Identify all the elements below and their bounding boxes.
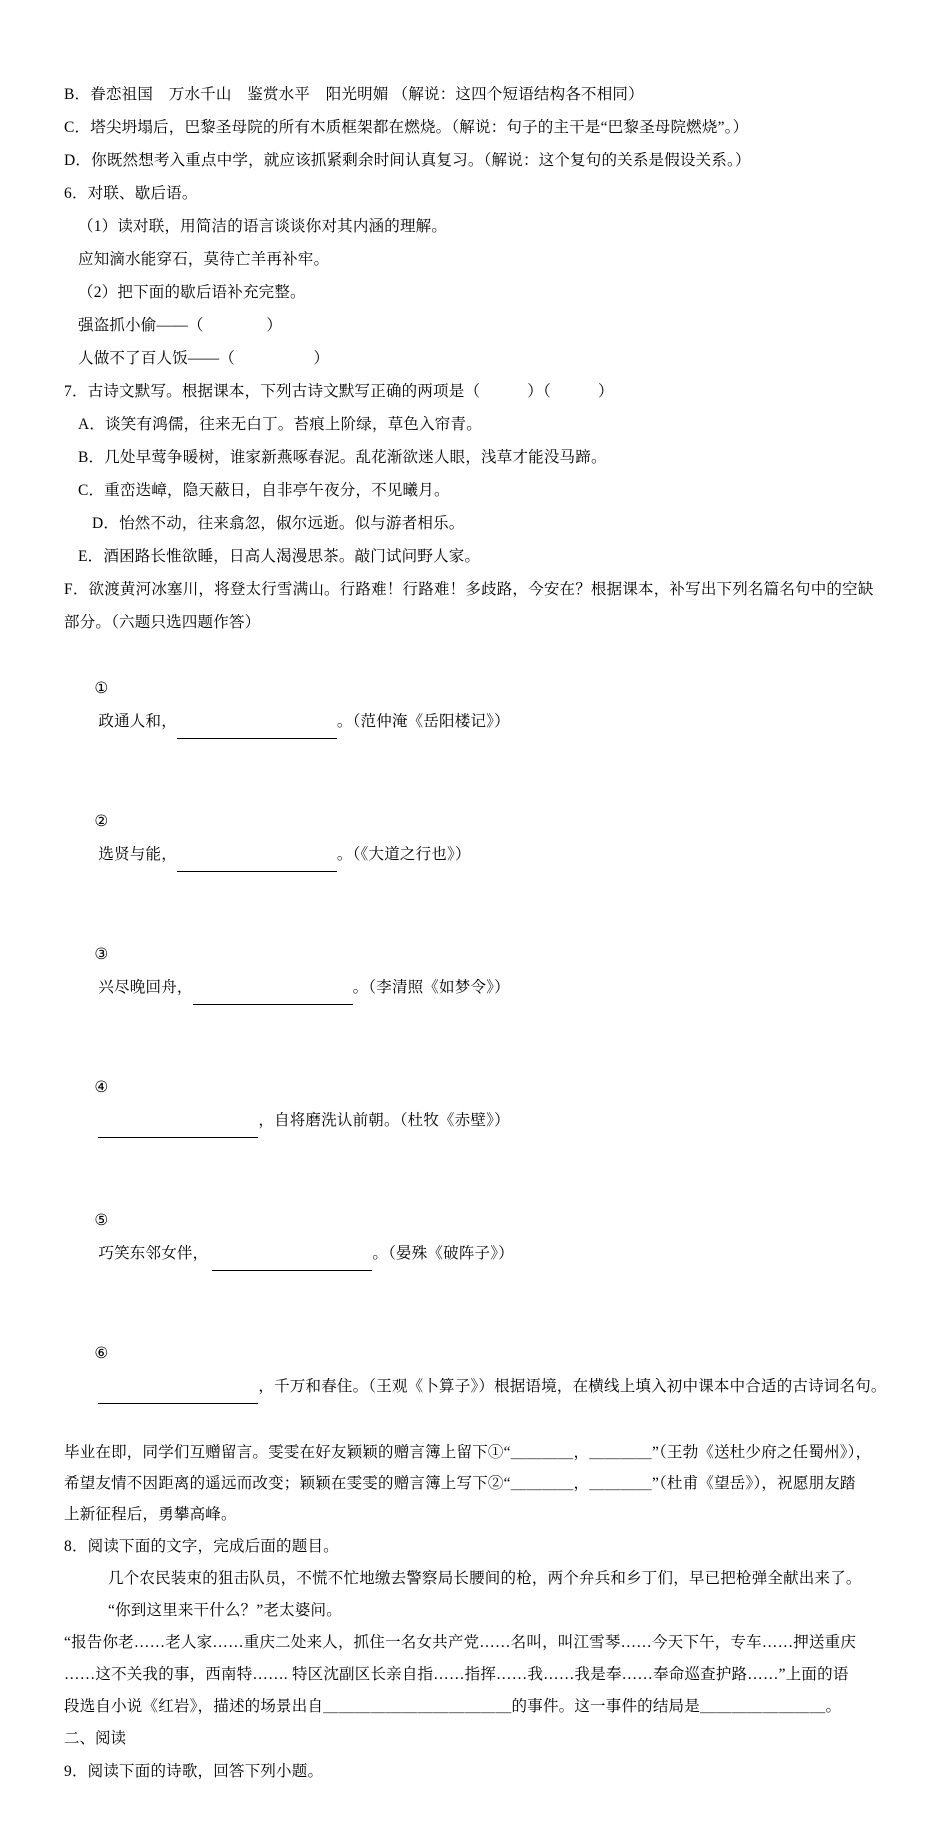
q7-blank-num-5: ⑤ [94,1212,109,1229]
q7-blank-pre-1: 政通人和， [98,713,177,730]
q8-paragraph-3: “报告你老……老人家……重庆二处来人，抓住一名女共产党……名叫，叫江雪琴……今天下午，专车……押送重庆 [64,1634,857,1651]
q7-blank-num-6: ⑥ [94,1345,109,1362]
q7-blank-num-4: ④ [94,1079,109,1096]
q7-blank-row-2 [64,772,890,905]
q7-blank-num-2: ② [94,813,109,830]
q7-context-line-2: 希望友情不因距离的遥远而改变；颖颖在雯雯的赠言簿上写下②“＿＿＿＿，＿＿＿＿”（杜甫《望岳》），祝愿朋友踏 [64,1475,856,1492]
q6-sub1: （1）读对联，用简洁的语言谈谈你对其内涵的理解。 [78,218,448,235]
q7-context-line-1: 毕业在即，同学们互赠留言。雯雯在好友颖颖的赠言簿上留下①“＿＿＿＿，＿＿＿＿”（王勃《送杜少府之任蜀州》）， [64,1444,872,1461]
q7-context-line-3: 上新征程后，勇攀高峰。 [64,1506,237,1523]
q7-blank-row-6 [64,1304,890,1437]
q7-blank-post-4: ，自将磨洗认前朝。（杜牧《赤壁》） [258,1112,510,1129]
q8-passage [64,1563,890,1723]
q7-option-f: F．欲渡黄河冰塞川，将登太行雪满山。行路难！行路难！多歧路，今安在？根据课本，补写出下列名篇名句中的空缺 [64,581,874,598]
q7-blank-fill-4 [98,1104,258,1138]
q6-couplet: 应知滴水能穿石，莫待亡羊再补牢。 [78,251,330,268]
q6-xiehouyu-1: 强盗抓小偷——（ ） [78,317,283,334]
q7-blank-row-4 [64,1038,890,1171]
q8-stem: 8．阅读下面的文字，完成后面的题目。 [64,1538,339,1555]
q5-option-d: D．你既然想考入重点中学，就应该抓紧剩余时间认真复习。（解说：这个复句的关系是假设关系。） [64,152,751,169]
q6-xiehouyu-2: 人做不了百人饭——（ ） [78,350,330,367]
q5-option-b: B．眷恋祖国 万水千山 鉴赏水平 阳光明媚 （解说：这四个短语结构各不相同） [64,86,644,103]
q7-blank-fill-6 [98,1370,258,1404]
q6-sub2: （2）把下面的歇后语补充完整。 [78,284,306,301]
q7-blank-row-3 [64,905,890,1038]
q7-blank-post-5: 。（晏殊《破阵子》） [372,1245,514,1262]
q7-blank-row-5 [64,1171,890,1304]
q7-blank-post-6: ，千万和春住。（王观《卜算子》）根据语境，在横线上填入初中课本中合适的古诗词名句。 [258,1378,887,1395]
q9-stem: 9．阅读下面的诗歌，回答下列小题。 [64,1763,324,1780]
q7-blank-pre-2: 选贤与能， [98,846,177,863]
q5-option-c: C．塔尖坍塌后，巴黎圣母院的所有木质框架都在燃烧。（解说：句子的主干是“巴黎圣母院燃烧”。） [64,119,749,136]
q6-stem: 6．对联、歇后语。 [64,185,198,202]
q8-paragraph-1: 几个农民装束的狙击队员，不慌不忙地缴去警察局长腰间的枪，两个弁兵和乡丁们，早已把枪弹全献出来了。 [108,1570,862,1587]
q7-blank-pre-3: 兴尽晚回舟， [98,979,193,996]
q7-option-b: B．几处早莺争暖树，谁家新燕啄春泥。乱花渐欲迷人眼，浅草才能没马蹄。 [78,449,607,466]
q7-blank-row-1 [64,639,890,772]
q7-blank-post-1: 。（范仲淹《岳阳楼记》） [336,713,510,730]
q7-option-a: A．谈笑有鸿儒，往来无白丁。苔痕上阶绿，草色入帘青。 [78,416,482,433]
q7-continued: 部分。（六题只选四题作答） [64,614,261,631]
q7-blank-post-2: 。（《大道之行也》） [336,846,471,863]
q7-blank-fill-3 [193,971,353,1005]
q8-paragraph-5: 段选自小说《红岩》，描述的场景出自＿＿＿＿＿＿＿＿＿＿＿＿的事件。这一事件的结局是＿＿＿＿＿＿＿＿。 [64,1698,842,1715]
q7-blank-post-3: 。（李清照《如梦令》） [352,979,510,996]
q7-blank-fill-2 [177,838,337,872]
q7-option-e: E．酒困路长惟欲睡，日高人渴漫思茶。敲门试问野人家。 [78,548,481,565]
q7-blank-fill-1 [177,705,337,739]
q8-paragraph-4: ……这不关我的事，西南特……. 特区沈副区长亲自指……指挥……我……我是奉……奉命巡查护路……”上面的语 [64,1666,849,1683]
q7-blank-fill-5 [212,1237,372,1271]
q8-paragraph-2: “你到这里来干什么？”老太婆问。 [108,1602,342,1619]
section-2-heading: 二、阅读 [64,1730,127,1747]
q7-blank-num-1: ① [94,680,109,697]
q7-option-c: C．重峦迭嶂，隐天蔽日，自非亭午夜分，不见曦月。 [78,482,450,499]
q7-option-d: D．怡然不动，往来翕忽，俶尔远逝。似与游者相乐。 [92,515,465,532]
q7-blank-pre-5: 巧笑东邻女伴， [98,1245,209,1262]
q7-blank-num-3: ③ [94,946,109,963]
q7-stem: 7．古诗文默写。根据课本，下列古诗文默写正确的两项是（ ）（ ） [64,383,614,400]
